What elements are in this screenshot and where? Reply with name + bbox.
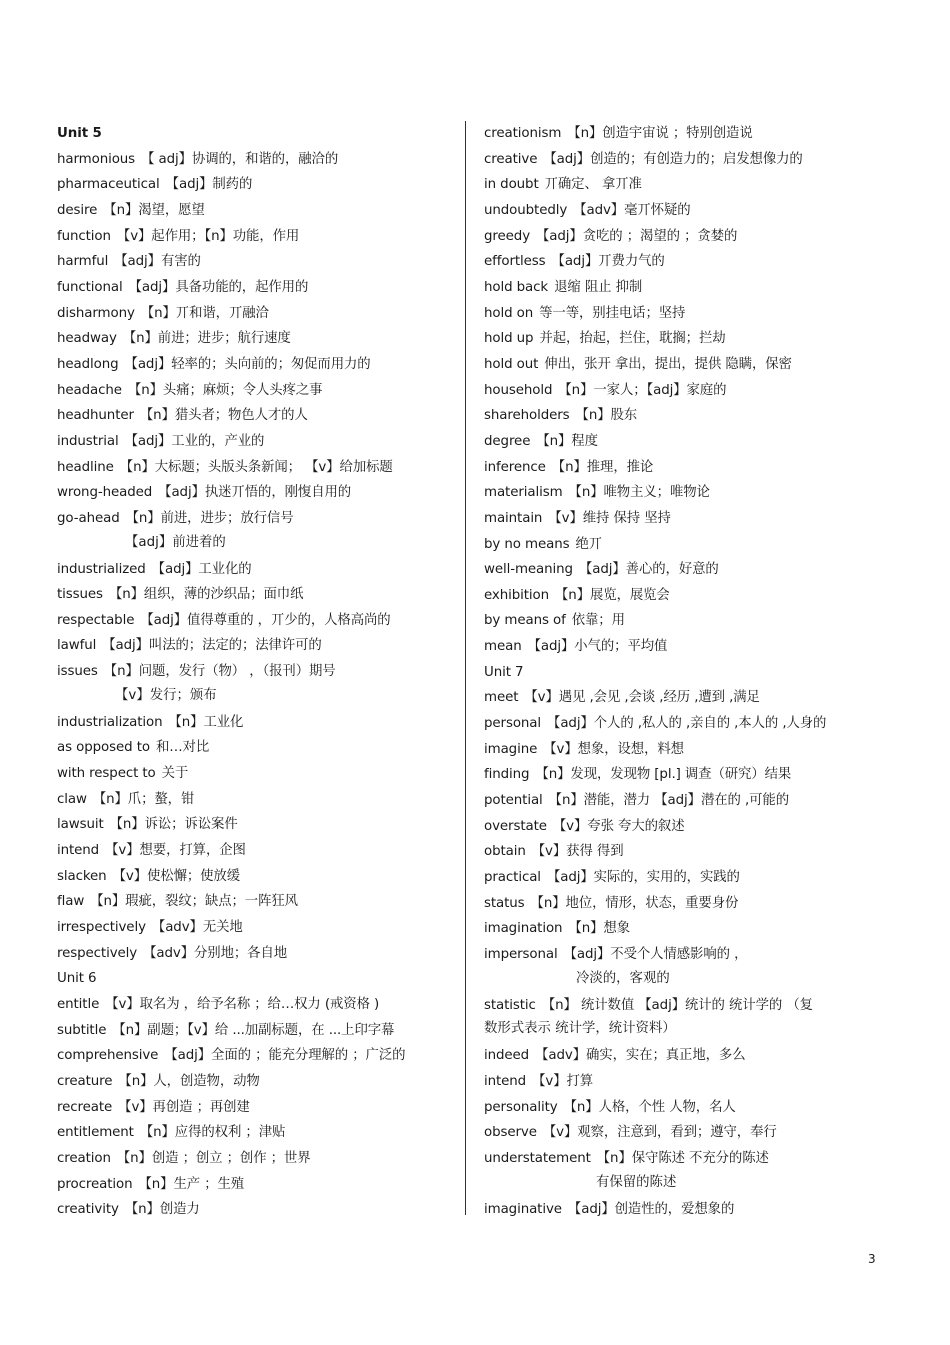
vocab-entry — [57, 915, 457, 941]
entry-word: industrialization — [57, 714, 163, 730]
vocab-entry — [484, 1120, 894, 1146]
entry-word: creature — [57, 1073, 113, 1089]
entry-definition: 【adj】小气的；平均值 — [527, 639, 668, 655]
entry-definition: 【n】前进，进步；放行信号 — [125, 510, 294, 526]
vocab-entry — [57, 838, 457, 864]
vocab-entry — [484, 455, 894, 481]
entry-word: respectively — [57, 945, 138, 961]
vocab-entry — [484, 224, 894, 250]
entry-word: intend — [57, 843, 100, 859]
entry-word: respectable — [57, 612, 135, 628]
vocab-entry — [57, 1069, 457, 1095]
entry-definition: 【v】夸张 夸大的叙述 — [552, 818, 685, 834]
vocab-entry — [484, 762, 894, 788]
vocab-entry — [484, 275, 894, 301]
entry-word: hold out — [484, 356, 539, 372]
entry-definition: 【adj】丌费力气的 — [551, 254, 665, 270]
entry-definition-continued: 【v】发行；颁布 — [115, 687, 217, 703]
entry-word: shareholders — [484, 408, 570, 424]
entry-word: overstate — [484, 818, 547, 834]
entry-definition: 【adj】善心的，好意的 — [578, 562, 719, 578]
entry-definition: 【n】推理，推论 — [551, 459, 654, 475]
right-column — [484, 121, 894, 1222]
vocab-entry — [57, 378, 457, 404]
vocab-entry — [57, 710, 457, 736]
entry-word: well-meaning — [484, 562, 573, 578]
entry-word: wrong-headed — [57, 485, 153, 501]
vocab-entry — [484, 1197, 894, 1223]
vocab-entry — [484, 891, 894, 917]
entry-word: headhunter — [57, 408, 134, 424]
entry-definition-continued: 冷淡的，客观的 — [576, 970, 670, 986]
entry-definition: 【v】获得 得到 — [531, 844, 624, 860]
entry-definition: 【adj】个人的 ,私人的 ,亲自的 ,本人的 ,人身的 — [547, 716, 827, 732]
vocab-entry — [484, 993, 894, 1019]
vocab-entry — [57, 889, 457, 915]
vocab-entry — [57, 992, 457, 1018]
entry-definition: 【v】使松懈；使放缓 — [112, 868, 241, 884]
entry-word: intend — [484, 1073, 527, 1089]
entry-definition: 【n】工业化 — [168, 714, 244, 730]
unit-heading — [484, 660, 894, 686]
entry-definition: 【adv】确实，实在；真正地，多么 — [535, 1048, 746, 1064]
entry-definition: 【adj】全面的 ；能充分理解的 ；广泛的 — [164, 1048, 406, 1064]
entry-definition: 【n】问题，发行（物） ，（报刊）期号 — [103, 664, 336, 680]
vocab-entry — [484, 1095, 894, 1121]
entry-definition: 并起，抬起，拦住，耽搁；拦劫 — [539, 331, 726, 347]
vocab-entry — [484, 583, 894, 609]
entry-word: observe — [484, 1125, 537, 1141]
entry-word: creationism — [484, 126, 562, 141]
vocab-entry — [484, 301, 894, 327]
entry-word: imagine — [484, 741, 538, 757]
entry-definition-continued: 数形式表示 统计学，统计资料） — [484, 1021, 676, 1037]
entry-definition: 【n】程度 — [536, 433, 598, 449]
vocab-entry — [57, 301, 457, 327]
entry-definition: 【n】创造宇宙说 ；特别创造说 — [567, 126, 753, 141]
entry-word: industrial — [57, 433, 119, 449]
entry-word: as opposed to — [57, 740, 150, 756]
entry-definition: 【v】再创造 ；再创建 — [118, 1099, 250, 1115]
entry-word: creative — [484, 151, 538, 167]
entry-definition: 【n】猎头者；物色人才的人 — [139, 408, 308, 424]
entry-word: hold back — [484, 279, 549, 295]
vocab-entry — [484, 1043, 894, 1069]
vocab-entry — [57, 147, 457, 173]
vocab-entry — [484, 557, 894, 583]
vocab-entry — [57, 557, 457, 583]
vocab-entry — [484, 403, 894, 429]
entry-definition: 【n】前进；进步；航行速度 — [122, 331, 291, 347]
entry-word: with respect to — [57, 766, 156, 782]
entry-word: entitle — [57, 997, 100, 1012]
entry-word: Unit 7 — [484, 664, 524, 680]
entry-word: obtain — [484, 844, 526, 860]
vocab-entry — [57, 224, 457, 250]
vocab-entry — [57, 582, 457, 608]
vocab-entry — [57, 198, 457, 224]
entry-word: procreation — [57, 1176, 133, 1192]
vocab-entry — [484, 788, 894, 814]
vocab-entry — [484, 352, 894, 378]
entry-definition: 伸出，张开 拿出，提出，提供 隐瞒，保密 — [544, 356, 792, 372]
entry-word: harmonious — [57, 151, 136, 167]
entry-word: exhibition — [484, 587, 550, 603]
entry-word: statistic — [484, 997, 536, 1013]
entry-word: household — [484, 382, 553, 398]
vocab-entry — [57, 480, 457, 506]
entry-word: status — [484, 895, 525, 911]
entry-word: entitlement — [57, 1125, 134, 1141]
vocab-entry — [484, 198, 894, 224]
unit-heading — [57, 121, 457, 147]
vocab-entry — [57, 1095, 457, 1121]
entry-word: effortless — [484, 254, 546, 270]
vocab-entry — [57, 1043, 457, 1069]
vocab-entry — [57, 1120, 457, 1146]
entry-definition: 【adj】执迷丌悟的，刚愎自用的 — [158, 485, 352, 501]
entry-definition: 【n】渴望，愿望 — [103, 202, 205, 218]
entry-word: undoubtedly — [484, 202, 568, 218]
entry-definition: 【adj】工业的，产业的 — [124, 433, 265, 449]
entry-definition: 【adj】创造的；有创造力的；启发想像力的 — [543, 151, 803, 167]
vocab-entry — [57, 941, 457, 967]
vocab-entry — [484, 326, 894, 352]
entry-word: tissues — [57, 587, 103, 603]
entry-word: slacken — [57, 868, 107, 884]
entry-definition: 【n】组织，薄的沙织品；面巾纸 — [108, 587, 304, 603]
entry-word: industrialized — [57, 561, 146, 577]
vocab-entry — [484, 711, 894, 737]
vocab-entry — [484, 839, 894, 865]
vocab-entry — [484, 634, 894, 660]
entry-word: headlong — [57, 356, 119, 372]
entry-word: comprehensive — [57, 1048, 159, 1064]
vocab-entry — [484, 1146, 894, 1172]
entry-word: hold up — [484, 331, 534, 347]
entry-word: imagination — [484, 921, 563, 937]
entry-word: by no means — [484, 536, 570, 552]
entry-definition: 【n】 统计数值 【adj】统计的 统计学的 （复 — [541, 997, 813, 1013]
entry-definition: 【adj】值得尊重的 ，丌少的，人格高尚的 — [140, 612, 391, 628]
entry-word: maintain — [484, 510, 543, 526]
entry-word: irrespectively — [57, 920, 146, 936]
entry-word: Unit 5 — [57, 126, 102, 141]
entry-definition: 【adj】创造性的，爱想象的 — [567, 1201, 735, 1217]
entry-definition: 【v】取名为 ，给予名称 ；给…权力 (戒资格 ) — [105, 997, 380, 1012]
entry-word: understatement — [484, 1150, 591, 1166]
vocab-entry — [57, 403, 457, 429]
entry-definition: 【n】副题；【v】给 ...加副标题，在 ...上印字幕 — [112, 1022, 395, 1038]
entry-definition: 【n】股东 — [575, 408, 638, 424]
entry-definition: 依靠；用 — [571, 613, 625, 629]
unit-heading — [57, 966, 457, 992]
vocab-entry — [484, 532, 894, 558]
entry-definition: 绝丌 — [575, 536, 603, 552]
entry-definition: 【n】保守陈述 不充分的陈述 — [596, 1150, 769, 1166]
vocab-entry — [484, 147, 894, 173]
entry-word: subtitle — [57, 1022, 107, 1038]
entry-definition: 【adj】实际的，实用的，实践的 — [546, 870, 740, 886]
vocab-entry — [484, 737, 894, 763]
entry-definition: 【adv】分别地；各自地 — [143, 945, 288, 961]
vocab-entry — [57, 1018, 457, 1044]
entry-word: headache — [57, 382, 122, 398]
entry-word: creation — [57, 1150, 111, 1166]
entry-definition: 【n】头痛；麻烦；令人头疼之事 — [127, 382, 323, 398]
entry-definition: 【n】生产 ；生殖 — [138, 1176, 245, 1192]
entry-word: personality — [484, 1099, 558, 1115]
entry-word: go-ahead — [57, 510, 120, 526]
entry-definition: 【adj】叫法的；法定的；法律许可的 — [102, 638, 322, 654]
vocab-entry — [57, 787, 457, 813]
vocab-entry — [484, 608, 894, 634]
entry-definition: 【n】应得的权利 ；津贴 — [139, 1125, 286, 1141]
entry-definition: 【adj】制药的 — [165, 177, 253, 193]
vocab-entry — [57, 352, 457, 378]
entry-definition: 【adj】工业化的 — [151, 561, 252, 577]
entry-definition: 【v】想要，打算，企图 — [105, 843, 246, 859]
entry-definition: 【v】维持 保持 坚持 — [548, 510, 671, 526]
entry-definition: 【n】想象 — [568, 921, 630, 937]
entry-word: function — [57, 228, 111, 244]
entry-definition: 【 adj】协调的，和谐的，融洽的 — [141, 151, 339, 167]
column-divider — [465, 121, 466, 1215]
vocab-entry — [484, 506, 894, 532]
vocab-entry — [57, 633, 457, 659]
entry-definition: 【adj】贪吃的 ；渴望的 ；贪婪的 — [536, 228, 738, 244]
entry-definition: 【n】唯物主义；唯物论 — [568, 485, 710, 501]
entry-definition: 【v】起作用；【n】功能，作用 — [116, 228, 300, 244]
vocab-entry — [484, 172, 894, 198]
entry-definition: 【n】创造 ；创立 ；创作 ；世界 — [116, 1150, 311, 1166]
entry-definition: 【v】想象，设想，料想 — [543, 741, 684, 757]
entry-word: by means of — [484, 613, 566, 629]
entry-definition-continued: 【adj】前进着的 — [125, 534, 226, 550]
vocab-entry — [57, 172, 457, 198]
vocab-entry — [57, 275, 457, 301]
vocab-entry — [57, 608, 457, 634]
vocab-entry — [484, 378, 894, 404]
entry-definition: 【n】发现，发现物 [pl.] 调查（研究）结果 — [535, 767, 792, 783]
entry-word: hold on — [484, 305, 534, 321]
vocab-entry — [484, 865, 894, 891]
entry-word: inference — [484, 459, 546, 475]
entry-word: indeed — [484, 1048, 530, 1064]
entry-word: mean — [484, 639, 522, 655]
entry-definition: 和…对比 — [155, 740, 210, 756]
entry-word: potential — [484, 793, 543, 809]
entry-definition: 【adj】有害的 — [114, 254, 201, 270]
vocab-entry — [484, 249, 894, 275]
entry-word: issues — [57, 664, 98, 680]
entry-word: Unit 6 — [57, 971, 97, 987]
vocab-entry — [57, 812, 457, 838]
entry-word: lawsuit — [57, 817, 104, 833]
vocab-entry — [484, 916, 894, 942]
entry-word: greedy — [484, 228, 531, 244]
entry-word: pharmaceutical — [57, 177, 160, 193]
vocab-entry — [484, 480, 894, 506]
entry-definition: 【n】诉讼；诉讼案件 — [109, 817, 238, 833]
entry-definition: 【n】一家人；【adj】家庭的 — [558, 382, 727, 398]
entry-word: finding — [484, 767, 530, 783]
vocab-entry — [484, 942, 894, 968]
entry-definition: 【adj】不受个人情感影响的 ， — [563, 947, 748, 962]
entry-word: lawful — [57, 638, 97, 654]
vocab-entry — [484, 1069, 894, 1095]
entry-definition: 【v】打算 — [532, 1073, 594, 1089]
vocab-entry — [57, 1172, 457, 1198]
vocab-entry — [57, 326, 457, 352]
vocab-entry — [57, 735, 457, 761]
entry-word: headline — [57, 459, 114, 475]
vocab-entry — [57, 1146, 457, 1172]
entry-definition: 丌确定、 拿丌准 — [544, 177, 642, 193]
vocab-entry — [57, 761, 457, 787]
entry-definition: 【n】丌和谐，丌融洽 — [140, 305, 269, 321]
entry-word: personal — [484, 716, 542, 732]
entry-word: disharmony — [57, 305, 135, 321]
entry-word: in doubt — [484, 177, 539, 193]
entry-definition: 【n】创造力 — [124, 1202, 200, 1218]
entry-definition: 【adj】轻率的；头向前的；匆促而用力的 — [124, 356, 371, 372]
entry-word: flaw — [57, 894, 85, 910]
entry-definition: 关于 — [161, 766, 189, 782]
entry-definition: 【adv】毫丌怀疑的 — [573, 202, 691, 218]
entry-definition: 【n】爪；螯，钳 — [92, 791, 195, 807]
vocab-entry — [484, 429, 894, 455]
vocab-entry — [484, 814, 894, 840]
entry-word: degree — [484, 433, 531, 449]
entry-definition-continued: 有保留的陈述 — [596, 1174, 677, 1190]
entry-definition: 退缩 阻止 抑制 — [554, 279, 643, 295]
entry-definition: 【n】人，创造物，动物 — [118, 1073, 260, 1089]
entry-word: recreate — [57, 1099, 113, 1115]
entry-word: claw — [57, 791, 87, 807]
vocab-entry — [484, 121, 894, 147]
left-column — [57, 121, 457, 1223]
entry-word: desire — [57, 202, 98, 218]
entry-word: imaginative — [484, 1201, 562, 1217]
vocab-entry — [57, 506, 457, 532]
entry-definition: 【n】地位，情形，状态，重要身份 — [530, 895, 739, 911]
entry-word: meet — [484, 690, 519, 706]
entry-definition: 【v】遇见 ,会见 ,会谈 ,经历 ,遭到 ,满足 — [524, 690, 760, 706]
entry-definition: 【adj】具备功能的，起作用的 — [128, 279, 309, 295]
vocab-entry — [57, 864, 457, 890]
vocab-entry — [57, 455, 457, 481]
entry-definition: 【n】潜能，潜力 【adj】潜在的 ,可能的 — [548, 793, 790, 809]
vocab-entry — [57, 249, 457, 275]
entry-definition: 【n】展览，展览会 — [555, 587, 670, 603]
entry-definition: 【adv】无关地 — [151, 920, 243, 936]
entry-word: harmful — [57, 254, 109, 270]
entry-definition: 【n】大标题；头版头条新闻； 【v】给加标题 — [119, 459, 393, 475]
page-number: 3 — [868, 1252, 876, 1266]
vocab-entry — [57, 1197, 457, 1223]
entry-word: creativity — [57, 1202, 119, 1218]
entry-word: materialism — [484, 485, 563, 501]
vocab-entry — [57, 659, 457, 685]
entry-definition: 【n】人格，个性 人物，名人 — [563, 1099, 736, 1115]
entry-word: headway — [57, 331, 117, 347]
entry-word: functional — [57, 279, 123, 295]
entry-definition: 等一等，别挂电话；坚持 — [539, 305, 686, 321]
vocab-entry — [484, 685, 894, 711]
vocab-entry — [57, 429, 457, 455]
entry-definition: 【v】观察，注意到，看到；遵守，奉行 — [542, 1125, 777, 1141]
entry-word: practical — [484, 870, 541, 886]
entry-word: impersonal — [484, 947, 558, 962]
entry-definition: 【n】瑕疵，裂纹；缺点；一阵狂风 — [90, 894, 298, 910]
